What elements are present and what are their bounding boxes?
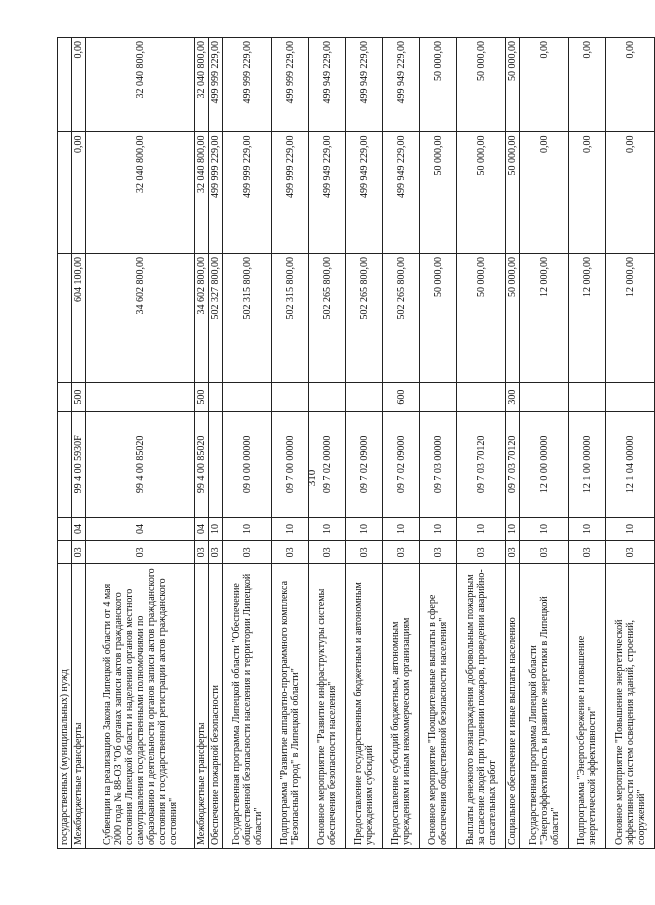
subsection-code-cell: 04 xyxy=(195,517,209,540)
amount-year2-cell: 50 000,00 xyxy=(457,132,506,254)
amount-year1-cell xyxy=(58,254,72,383)
amount-year2-cell: 499 949 229,00 xyxy=(346,132,383,254)
subsection-code-cell: 10 xyxy=(606,517,655,540)
subsection-code-cell: 10 xyxy=(457,517,506,540)
amount-year1-cell: 12 000,00 xyxy=(520,254,569,383)
amount-year3-cell: 32 040 800,00 xyxy=(86,38,195,132)
section-code-cell: 03 xyxy=(272,541,309,564)
subsection-code-cell: 04 xyxy=(86,517,195,540)
item-name-cell: Обеспечение пожарной безопасности xyxy=(209,564,223,849)
item-name-cell: Основное мероприятие "Развитие инфраструктуры системы обеспечения безопасности населения" xyxy=(309,564,346,849)
target-article-cell: 09 7 02 09000 xyxy=(346,411,383,517)
section-code-cell: 03 xyxy=(520,541,569,564)
target-article-cell: 12 1 04 00000 xyxy=(606,411,655,517)
amount-year2-cell: 0,00 xyxy=(569,132,606,254)
expense-type-cell xyxy=(457,383,506,411)
item-name-cell: Государственная программа Липецкой области "Энергоэффективность и развитие энергетики в Липецкой области" xyxy=(520,564,569,849)
table-row xyxy=(606,38,655,849)
amount-year1-cell: 502 315 800,00 xyxy=(223,254,272,383)
item-name-cell: Основное мероприятие "Поощрительные выплаты в сфере обеспечения общественной безопасности населения" xyxy=(420,564,457,849)
amount-year1-cell: 34 602 800,00 xyxy=(195,254,209,383)
section-code-cell: 03 xyxy=(606,541,655,564)
expense-type-cell xyxy=(346,383,383,411)
amount-year1-cell: 12 000,00 xyxy=(606,254,655,383)
section-code-cell: 03 xyxy=(72,541,86,564)
amount-year3-cell: 499 949 229,00 xyxy=(346,38,383,132)
target-article-cell: 09 7 03 70120 xyxy=(506,411,520,517)
item-name-cell: государственных (муниципальных) нужд xyxy=(58,564,72,849)
target-article-cell: 09 0 00 00000 xyxy=(223,411,272,517)
item-name-cell: Подпрограмма "Развитие аппаратно-программного комплекса "Безопасный город" в Липецкой области" xyxy=(272,564,309,849)
table-row xyxy=(520,38,569,849)
item-name-cell: Субвенции на реализацию Закона Липецкой области от 4 мая 2000 года № 88-ОЗ "Об органах записи актов гражданского состояния Липецкой области и наделении органов местного самоуправления государственными полномочиями по образованию и деятельности органов записи актов гражданского состояния и государственной регистрации актов гражданского состояния" xyxy=(86,564,195,849)
amount-year2-cell: 0,00 xyxy=(606,132,655,254)
expense-type-cell xyxy=(223,383,272,411)
amount-year2-cell: 499 999 229,00 xyxy=(209,132,223,254)
section-code-cell: 03 xyxy=(86,541,195,564)
target-article-cell: 09 7 03 00000 xyxy=(420,411,457,517)
amount-year1-cell: 34 602 800,00 xyxy=(86,254,195,383)
section-code-cell: 03 xyxy=(506,541,520,564)
target-article-cell: 12 0 00 00000 xyxy=(520,411,569,517)
expense-type-cell xyxy=(606,383,655,411)
amount-year2-cell: 50 000,00 xyxy=(420,132,457,254)
item-name-cell: Межбюджетные трансферты xyxy=(72,564,86,849)
subsection-code-cell: 10 xyxy=(346,517,383,540)
amount-year3-cell: 499 949 229,00 xyxy=(383,38,420,132)
amount-year3-cell: 50 000,00 xyxy=(420,38,457,132)
amount-year2-cell: 499 999 229,00 xyxy=(223,132,272,254)
item-name-cell: Социальное обеспечение и иные выплаты населению xyxy=(506,564,520,849)
table-body xyxy=(58,38,655,849)
subsection-code-cell: 10 xyxy=(383,517,420,540)
table-row xyxy=(272,38,309,849)
target-article-cell: 09 7 02 00000 xyxy=(309,411,346,517)
expense-type-cell xyxy=(58,383,72,411)
subsection-code-cell: 10 xyxy=(223,517,272,540)
amount-year2-cell: 0,00 xyxy=(520,132,569,254)
subsection-code-cell: 10 xyxy=(569,517,606,540)
amount-year2-cell: 499 949 229,00 xyxy=(383,132,420,254)
item-name-cell: Подпрограмма "Энергосбережение и повышение энергетической эффективности" xyxy=(569,564,606,849)
table-row xyxy=(420,38,457,849)
amount-year1-cell: 50 000,00 xyxy=(506,254,520,383)
item-name-cell: Государственная программа Липецкой области "Обеспечение общественной безопасности населения и территории Липецкой области" xyxy=(223,564,272,849)
target-article-cell: 99 4 00 5930F xyxy=(72,411,86,517)
amount-year2-cell: 499 999 229,00 xyxy=(272,132,309,254)
amount-year3-cell: 0,00 xyxy=(606,38,655,132)
budget-table xyxy=(57,37,655,849)
table-row xyxy=(209,38,223,849)
subsection-code-cell: 10 xyxy=(209,517,223,540)
table-row xyxy=(72,38,86,849)
amount-year3-cell: 499 949 229,00 xyxy=(309,38,346,132)
section-code-cell: 03 xyxy=(383,541,420,564)
amount-year3-cell: 0,00 xyxy=(520,38,569,132)
expense-type-cell: 500 xyxy=(195,383,209,411)
target-article-cell xyxy=(209,411,223,517)
amount-year3-cell: 50 000,00 xyxy=(457,38,506,132)
target-article-cell: 09 7 03 70120 xyxy=(457,411,506,517)
section-code-cell: 03 xyxy=(209,541,223,564)
amount-year1-cell: 502 265 800,00 xyxy=(383,254,420,383)
target-article-cell: 09 7 00 00000 xyxy=(272,411,309,517)
target-article-cell xyxy=(58,411,72,517)
subsection-code-cell: 04 xyxy=(72,517,86,540)
subsection-code-cell: 10 xyxy=(506,517,520,540)
section-code-cell: 03 xyxy=(420,541,457,564)
item-name-cell: Выплаты денежного вознаграждения добровольным пожарным за спасение людей при тушении пожаров, проведении аварийно-спасательных работ xyxy=(457,564,506,849)
amount-year1-cell: 502 327 800,00 xyxy=(209,254,223,383)
amount-year1-cell: 50 000,00 xyxy=(457,254,506,383)
table-row xyxy=(457,38,506,849)
section-code-cell: 03 xyxy=(346,541,383,564)
amount-year1-cell: 604 100,00 xyxy=(72,254,86,383)
expense-type-cell xyxy=(86,383,195,411)
table-row xyxy=(383,38,420,849)
table-row xyxy=(569,38,606,849)
section-code-cell: 03 xyxy=(457,541,506,564)
section-code-cell: 03 xyxy=(309,541,346,564)
subsection-code-cell: 10 xyxy=(272,517,309,540)
table-row xyxy=(58,38,72,849)
target-article-cell: 09 7 02 09000 xyxy=(383,411,420,517)
subsection-code-cell: 10 xyxy=(520,517,569,540)
section-code-cell: 03 xyxy=(223,541,272,564)
item-name-cell: Основное мероприятие "Повышение энергетической эффективности систем освещения зданий, строений, сооружений" xyxy=(606,564,655,849)
table-row xyxy=(346,38,383,849)
page-number: 310 xyxy=(306,469,318,487)
subsection-code-cell: 10 xyxy=(309,517,346,540)
table-row xyxy=(309,38,346,849)
amount-year1-cell: 50 000,00 xyxy=(420,254,457,383)
expense-type-cell: 300 xyxy=(506,383,520,411)
amount-year3-cell xyxy=(58,38,72,132)
amount-year2-cell: 50 000,00 xyxy=(506,132,520,254)
subsection-code-cell: 10 xyxy=(420,517,457,540)
item-name-cell: Предоставление государственным бюджетным и автономным учреждениям субсидий xyxy=(346,564,383,849)
table-row xyxy=(223,38,272,849)
amount-year1-cell: 502 265 800,00 xyxy=(346,254,383,383)
rotated-table-container xyxy=(57,37,647,849)
amount-year2-cell: 32 040 800,00 xyxy=(86,132,195,254)
expense-type-cell: 600 xyxy=(383,383,420,411)
table-row xyxy=(195,38,209,849)
section-code-cell: 03 xyxy=(195,541,209,564)
amount-year1-cell: 502 265 800,00 xyxy=(309,254,346,383)
target-article-cell: 99 4 00 85020 xyxy=(86,411,195,517)
amount-year3-cell: 50 000,00 xyxy=(506,38,520,132)
amount-year3-cell: 499 999 229,00 xyxy=(209,38,223,132)
expense-type-cell xyxy=(569,383,606,411)
amount-year2-cell: 0,00 xyxy=(72,132,86,254)
amount-year3-cell: 0,00 xyxy=(569,38,606,132)
section-code-cell: 03 xyxy=(569,541,606,564)
amount-year1-cell: 12 000,00 xyxy=(569,254,606,383)
section-code-cell xyxy=(58,541,72,564)
amount-year2-cell: 499 949 229,00 xyxy=(309,132,346,254)
amount-year3-cell: 499 999 229,00 xyxy=(223,38,272,132)
amount-year2-cell xyxy=(58,132,72,254)
amount-year3-cell: 499 999 229,00 xyxy=(272,38,309,132)
table-row xyxy=(86,38,195,849)
amount-year3-cell: 0,00 xyxy=(72,38,86,132)
expense-type-cell: 500 xyxy=(72,383,86,411)
expense-type-cell xyxy=(520,383,569,411)
expense-type-cell xyxy=(420,383,457,411)
amount-year1-cell: 502 315 800,00 xyxy=(272,254,309,383)
expense-type-cell xyxy=(272,383,309,411)
table-row xyxy=(506,38,520,849)
amount-year2-cell: 32 040 800,00 xyxy=(195,132,209,254)
expense-type-cell xyxy=(209,383,223,411)
subsection-code-cell xyxy=(58,517,72,540)
target-article-cell: 99 4 00 85020 xyxy=(195,411,209,517)
item-name-cell: Предоставление субсидий бюджетным, автономным учреждениям и иным некоммерческим организациям xyxy=(383,564,420,849)
item-name-cell: Межбюджетные трансферты xyxy=(195,564,209,849)
expense-type-cell xyxy=(309,383,346,411)
amount-year3-cell: 32 040 800,00 xyxy=(195,38,209,132)
target-article-cell: 12 1 00 00000 xyxy=(569,411,606,517)
